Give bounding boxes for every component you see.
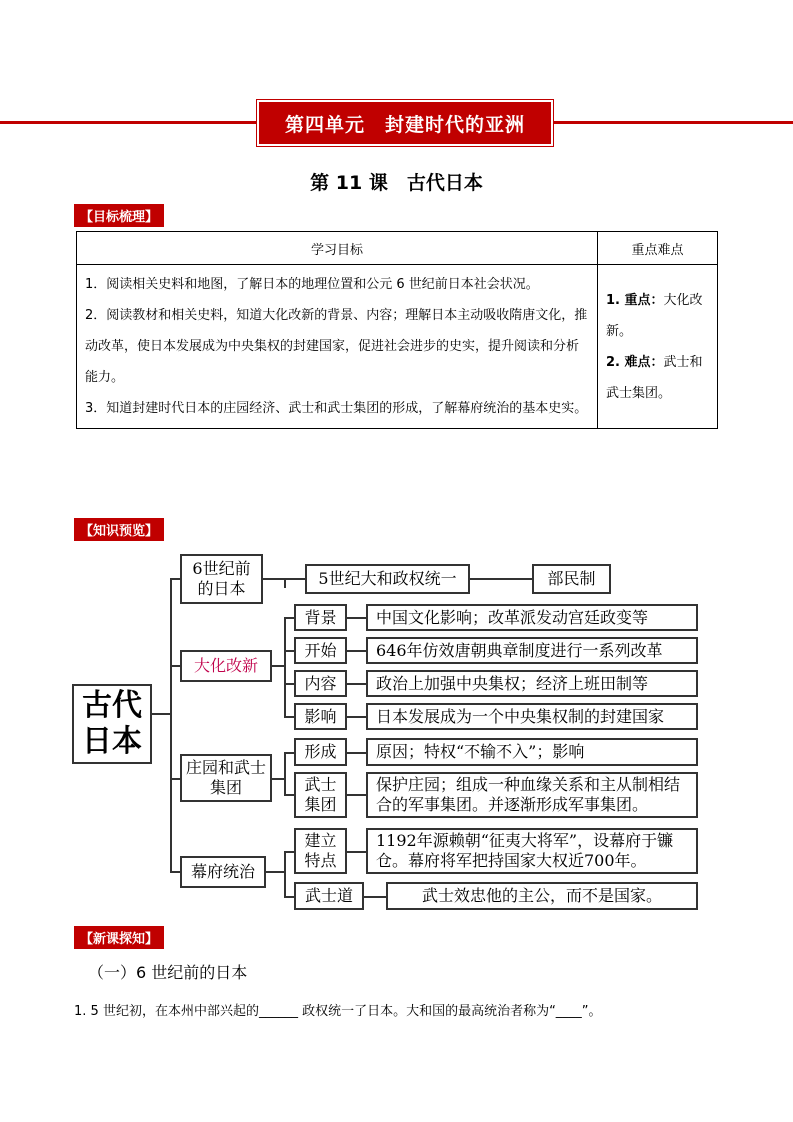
mindmap-root: 古代日本 [72, 684, 152, 764]
branch-shogunate: 幕府统治 [180, 856, 266, 888]
unit-title: 第四单元 封建时代的亚洲 [257, 100, 553, 146]
manor-value-2: 保护庄园；组成一种血缘关系和主从制相结合的军事集团。并逐渐形成军事集团。 [366, 772, 698, 818]
difficulty-label: 2. 难点： [606, 354, 664, 370]
manor-value-1: 原因；特权“不输不入”；影响 [366, 738, 698, 766]
objectives-cell [77, 265, 598, 429]
section-heading: （一）6 世纪前的日本 [88, 963, 248, 982]
objective-3: 3．知道封建时代日本的庄园经济、武士和武士集团的形成，了解幕府统治的基本史实。 [85, 401, 588, 416]
branch-manor-samurai: 庄园和武士集团 [180, 754, 272, 802]
taika-key-4: 影响 [294, 703, 347, 730]
shogunate-value-2: 武士效忠他的主公，而不是国家。 [386, 882, 698, 910]
branch-pre6th: 6世纪前的日本 [180, 554, 263, 604]
difficulty-text: 武士和武士集团。 [606, 354, 703, 401]
shogunate-key-2: 武士道 [294, 882, 364, 910]
shogunate-value-1: 1192年源赖朝“征夷大将军”，设幕府于镰仓。幕府将军把持国家大权近700年。 [366, 828, 698, 874]
shogunate-key-1: 建立特点 [294, 828, 347, 874]
header-key: 重点难点 [598, 232, 718, 265]
taika-value-4: 日本发展成为一个中央集权制的封建国家 [366, 703, 698, 730]
branch-taika-reform: 大化改新 [180, 650, 272, 682]
node-bemin-system: 部民制 [532, 564, 611, 594]
taika-value-1: 中国文化影响；改革派发动宫廷政变等 [366, 604, 698, 631]
key-points-cell [598, 265, 718, 429]
taika-key-1: 背景 [294, 604, 347, 631]
taika-value-3: 政治上加强中央集权；经济上班田制等 [366, 670, 698, 697]
preview-tag: 【知识预览】 [74, 518, 164, 541]
key-point-text: 大化改新。 [606, 292, 703, 339]
lesson-title: 第 11 课 古代日本 [310, 172, 483, 194]
taika-key-2: 开始 [294, 637, 347, 664]
manor-key-2: 武士集团 [294, 772, 347, 818]
question-1: 1. 5 世纪初，在本州中部兴起的______ 政权统一了日本。大和国的最高统治者称为“____”。 [74, 1004, 602, 1019]
taika-key-3: 内容 [294, 670, 347, 697]
goals-tag: 【目标梳理】 [74, 204, 164, 227]
manor-key-1: 形成 [294, 738, 347, 766]
explore-tag: 【新课探知】 [74, 926, 164, 949]
header-goal: 学习目标 [77, 232, 598, 265]
objective-1: 1．阅读相关史料和地图，了解日本的地理位置和公元 6 世纪前日本社会状况。 [85, 277, 539, 292]
node-yamato-unification: 5世纪大和政权统一 [305, 564, 470, 594]
taika-value-2: 646年仿效唐朝典章制度进行一系列改革 [366, 637, 698, 664]
objective-2: 2．阅读教材和相关史料，知道大化改新的背景、内容；理解日本主动吸收隋唐文化，推动改革，使日本发展成为中央集权的封建国家，促进社会进步的史实，提升阅读和分析能力。 [85, 308, 588, 385]
goals-table [76, 231, 718, 429]
key-point-label: 1. 重点： [606, 292, 664, 308]
